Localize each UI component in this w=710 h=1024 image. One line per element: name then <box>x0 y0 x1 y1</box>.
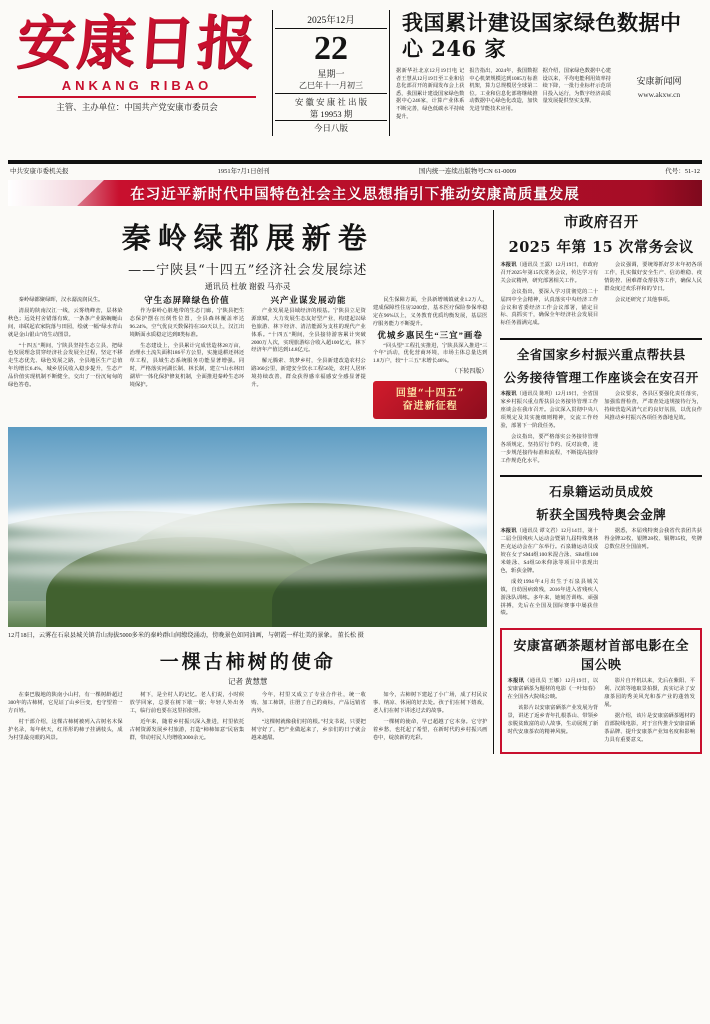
paragraph: “回头望”工程扎实推进，宁陕县深入推进“三个年”活动，优化营商环境，市场主体总量达到1.8万户，较“十三五”末增长46%。 <box>372 342 488 365</box>
masthead-news-columns <box>396 68 702 121</box>
paragraph: “这棵树就像我们村的根。”村支书说，只要把树守好了，把产业做起来了，乡亲们的日子就会越来越甜。 <box>251 718 366 741</box>
photo-caption: 12月18日，云雾在石泉县城关镇青山海拔5000多米的秦岭群山间缭绕涌动，傍晚景色如同油画，与朝霞一样壮美的景象。 董长松 摄 <box>8 632 364 640</box>
paragraph-text: （通讯员 王娜）12月19日，以安康富硒茶为题材的电影《一叶知春》在全国各大院线公映。 <box>507 678 599 701</box>
paragraph: 今年，村里又成立了专业合作社，统一收购、加工柿饼，注册了自己的商标，产品远销省内外。 <box>251 692 366 714</box>
paragraph: 会议指出，要深入学习贯彻党的二十届四中全会精神，认真落实中央经济工作会议和省委经济工作会议部署，锚定目标、真抓实干，确保全年经济社会发展目标任务圆满完成。 <box>500 288 599 327</box>
lead-col-1 <box>8 297 123 419</box>
mountain-photo <box>8 427 487 627</box>
meta-right-cn: 国内统一连续出版物号CN 61-0009 <box>418 168 517 175</box>
block1-columns <box>500 262 702 331</box>
block2-title-line1: 全省国家乡村振兴重点帮扶县 <box>516 347 686 363</box>
paragraph: 该影片以安康富硒茶产业发展为背景，讲述了返乡青年扎根茶山、带领乡亲脱贫致富的动人故事，生动展现了新时代安康茶农的精神风貌。 <box>507 705 599 735</box>
lead-col-3 <box>251 297 366 419</box>
logo-divider <box>18 96 256 98</box>
paragraph-text: （通讯员 王露）12月19日，市政府召开2025年第15次常务会议，传达学习有关会议精神，研究部署相关工作。 <box>500 262 599 284</box>
red-banner <box>8 180 702 206</box>
paragraph: 产业发展是县域经济的根基。宁陕县立足资源禀赋，大力发展生态友好型产业，构建起以绿色旅游、林下经济、清洁能源为支柱的现代产业体系。“十四五”期间，全县接待游客累计突破2000万人次，实现旅游综合收入超100亿元，林下经济年产值达到14.8亿元。 <box>251 307 366 354</box>
paragraph: 会议要求，各县区要强化责任落实，加强监督检查，严肃查处违规接待行为，持续营造风清气正的良好氛围，以优良作风推动乡村振兴各项任务落地见效。 <box>604 391 702 421</box>
paragraph: 秦岭绿都聚绿晖，汉水潺流润民生。 <box>18 297 104 303</box>
masthead-logo-area <box>8 6 266 113</box>
paragraph: 据悉，本届残特奥会我省代表团共获得金牌32枚、银牌28枚、铜牌35枚，奖牌总数位居全国前列。 <box>604 528 702 551</box>
block1-col-2 <box>604 262 702 331</box>
meta-center: 1951年7月1日创刊 <box>217 168 270 175</box>
stamp-line-1: 回望“十四五” <box>395 388 465 400</box>
article2-col-2 <box>130 692 245 745</box>
section-heading: 守生态屏障绿色价值 <box>144 295 230 305</box>
masthead-news-col-2: 报告指出，2024年，我国数据中心机架规模达到1085万标准机架，算力总规模居全球第二位。工业和信息化部将继续推动数据中心绿色化改造，加快先进节能技术应用。 <box>469 68 538 112</box>
masthead-news-col-1: 据新华社北京12月19日电 记者王慧从12月19日至工业和信息化部召开的新闻发布会上获悉，我国累计建设国家绿色数据中心246家，计算产业体系不断完善，绿色低碳水平持续提升。 <box>396 68 465 120</box>
photo-cloud-band-2 <box>8 531 487 557</box>
masthead-meta <box>8 164 702 177</box>
block3-col-1 <box>500 528 598 621</box>
paragraph: 解元腾索、筑梦乡村，全县新建改造农村公路360公里，新建安全饮水工程56处，农村人居环境持续改善，群众获得感幸福感安全感显著提升。 <box>251 358 366 389</box>
redbox-col-2 <box>604 678 695 747</box>
paragraph: 清晨的陕南汉江一线，云雾绕峰峦，层林染秋色；远处村舍错落有致，一条条产业路蜿蜒山间，串联起农家院落与田园，绘就一幅“绿水青山就是金山银山”的生动图景。 <box>8 307 123 338</box>
block3-columns <box>500 528 702 621</box>
paragraph <box>500 528 598 575</box>
paragraph: “十四五”期间，宁陕县坚持生态立县，把绿色发展理念贯穿经济社会发展全过程，坚定不移走生态优先、绿色发展之路，全县地区生产总值年均增长6.4%，城乡居民收入稳步提升，生态产品价值实现机制不断健全，交出了一份沉甸甸的绿色答卷。 <box>8 342 123 389</box>
paragraph: 会议指出，要严格落实公务接待管理各项规定，坚持厉行节约、反对浪费，进一步规范接待标准和流程，不断提高接待工作规范化水平。 <box>500 433 599 464</box>
publisher-name: 安 徽 安 康 社 出 版 <box>294 97 368 107</box>
photo-block <box>8 427 487 639</box>
redbox-title: 安康富硒茶题材首部电影在全国公映 <box>513 639 689 674</box>
paragraph: 在秦巴腹地的陕南小山村，有一棵树龄超过300年的古柿树，它见证了山乡巨变，也守望着一方百姓。 <box>8 692 123 714</box>
masthead <box>8 6 702 158</box>
page-body <box>8 210 702 754</box>
redbox-columns <box>507 678 695 747</box>
block3-col-2 <box>604 528 702 621</box>
date-weekday: 星期一 <box>317 69 345 79</box>
paragraph <box>507 678 598 702</box>
paragraph: 成姣1994年4月出生于石泉县城关镇，自幼因病致残，2016年进入省残疾人游泳队训练。多年来，她刻苦训练、顽强拼搏，先后在全国及国际赛事中屡获佳绩。 <box>500 578 599 617</box>
featured-redbox <box>500 628 702 753</box>
paragraph: 民生保障方面，全县新增城镇就业1.2万人，建成保障性住房3200套，基本医疗保险参保率稳定在96%以上，义务教育优质均衡发展，基层医疗服务能力不断提升。 <box>372 297 488 327</box>
article-source: 本报讯 <box>500 262 517 268</box>
masthead-headline: 我国累计建设国家绿色数据中心 246 家 <box>402 10 682 61</box>
paragraph <box>500 262 598 286</box>
paragraph: 村干部介绍，这棵古柿树被列入古树名木保护名录，每年秋天，红彤彤的柿子挂满枝头，成为村里最亮眼的风景。 <box>8 718 123 741</box>
date-day: 22 <box>314 30 348 67</box>
article2-col-1 <box>8 692 123 745</box>
page-count: 今日八版 <box>275 120 387 134</box>
lead-article-subtitle: ——宁陕县“十四五”经济社会发展综述 <box>128 263 368 278</box>
article2-byline: 记者 黄慧慧 <box>228 677 268 687</box>
paragraph: 作为秦岭心脏地带的生态门廊，宁陕县把生态保护摆在压倒性位置，全县森林覆盖率达96.24%，空气优良天数保持在350天以上，汉江出境断面水质稳定达到Ⅱ类标准。 <box>129 307 245 338</box>
redbox-col-1 <box>507 678 598 747</box>
agency-website[interactable]: www.akxw.cn <box>637 90 681 99</box>
block1-title-line2: 2025 年第 15 次常务会议 <box>508 239 694 256</box>
paragraph: 一棵树的使命，早已超越了它本身。它守护着乡愁，也托起了希望，在新时代的乡村振兴画卷中，绽放新的光彩。 <box>372 718 488 741</box>
paragraph: 会议强调，要统筹抓好岁末年初各项工作，扎实做好安全生产、信访维稳、疫情防控、困难群众帮扶等工作，确保人民群众度过欢乐祥和的节日。 <box>604 262 702 292</box>
meta-right-code: 代号：51-12 <box>665 168 700 175</box>
sponsor-line: 主管、主办单位：中国共产党安康市委员会 <box>56 102 218 112</box>
block2-col-2 <box>604 391 702 468</box>
continuation-note: （下转四版） <box>451 369 488 376</box>
section-heading: 兴产业谋发展动能 <box>270 295 347 305</box>
campaign-stamp <box>373 381 488 419</box>
masthead-news-col-3: 据介绍，国家绿色数据中心建设以来，平均电能利用效率持续下降，一批行业标杆示范项目投入运行，为数字经济高质量发展提供坚实支撑。 <box>542 68 611 105</box>
block3-title-line2: 斩获全国残特奥会金牌 <box>536 507 667 523</box>
paragraph: 生态建设上，全县累计完成营造林28万亩，治理水土流失面积186平方公里，实施退耕还林还草工程，县域生态系统服务功能显著增强。同时，严格落实河湖长制、林长制，建立“山水林田湖草”一体化保护修复机制，全面推进秦岭生态环境保护。 <box>129 342 245 389</box>
section-heading: 优城乡惠民生“三宜”画卷 <box>377 329 483 340</box>
article-source: 本报讯 <box>507 678 525 685</box>
banner-text: 在习近平新时代中国特色社会主义思想指引下推动安康高质量发展 <box>130 185 580 203</box>
paragraph <box>500 391 598 431</box>
photo-cloud-band-3 <box>8 559 487 581</box>
newspaper-logo-pinyin: ANKANG RIBAO <box>61 78 213 93</box>
paragraph: 树下，是全村人的记忆。老人们说，小时候放学回家，总要在树下歇一歇；年轻人外出务工，临行前也要在这里拍张照。 <box>129 692 245 714</box>
article2-col-3 <box>251 692 366 745</box>
article2-col-4 <box>373 692 488 745</box>
lead-article-columns <box>8 297 487 419</box>
block1-col-1 <box>500 262 598 331</box>
agency-block <box>616 68 702 121</box>
article2-columns <box>8 692 487 745</box>
paragraph: 近年来，随着乡村振兴深入推进，村里依托古树资源发展乡村旅游，打造“柿柿如意”民宿集群，带动村民人均增收3000余元。 <box>129 718 245 741</box>
block1-title-line1: 市政府召开 <box>563 214 639 231</box>
section-divider-2 <box>500 475 702 477</box>
article-source: 本报讯 <box>500 391 517 398</box>
paragraph: 会议还研究了其他事项。 <box>614 296 674 303</box>
right-column <box>494 210 702 754</box>
agency-name: 安康新闻网 <box>636 76 682 86</box>
date-year-month: 2025年12月 <box>275 12 387 29</box>
meta-left: 中共安康市委机关报 <box>10 168 69 175</box>
lead-col-2 <box>130 297 245 419</box>
block3-title-line1: 石泉籍运动员成姣 <box>549 484 654 500</box>
lead-article-byline: 通讯员 杜敏 谢毅 马亦灵 <box>204 282 291 291</box>
paragraph-text: （通讯员 谭文君）12月14日，第十二届全国残疾人运动会暨第九届特殊奥林匹克运动会在广东举行。石泉籍运动员成姣在女子SM4组100米混合泳、SB4组100米蛙泳、S4组50米仰泳等项目中表现出色，斩获金牌。 <box>500 528 599 574</box>
block2-col-1 <box>500 391 598 468</box>
section-divider-1 <box>500 338 702 340</box>
block2-title-line2: 公务接待管理工作座谈会在安召开 <box>503 370 699 386</box>
article2-title: 一棵古柿树的使命 <box>159 651 336 674</box>
article-source: 本报讯 <box>500 528 517 535</box>
masthead-lead-news <box>396 6 702 121</box>
newspaper-logo: 安康日报 <box>14 9 260 77</box>
paragraph: 据介绍，该片是安康富硒茶题材的首部院线电影，对于宣传推介安康富硒茶品牌、提升安康茶产业知名度和影响力具有重要意义。 <box>604 713 695 743</box>
block2-columns <box>500 391 702 468</box>
paragraph-text: （通讯员 陈明）12月19日，全省国家乡村振兴重点帮扶县公务接待管理工作座谈会在我市召开。会议深入贯彻中央八项规定及其实施细则精神，交流工作经验，部署下一阶段任务。 <box>500 391 599 429</box>
lead-col-4 <box>373 297 488 419</box>
lead-article-title: 秦岭绿都展新卷 <box>121 221 374 255</box>
date-lunar: 乙巳年十一月初三 <box>275 80 387 94</box>
paragraph: 影片自开机以来，先后在紫阳、平利、汉滨等地取景拍摄，真实记录了安康茶园的秀美风光和茶产业的蓬勃发展。 <box>604 678 695 709</box>
issue-number: 第 19953 期 <box>309 109 353 119</box>
stamp-line-2: 奋进新征程 <box>402 401 458 413</box>
left-column <box>8 210 494 754</box>
publication-date-box <box>272 10 390 136</box>
paragraph: 如今，古柿树下建起了小广场，成了村民议事、纳凉、休闲的好去处。孩子们在树下嬉戏，老人们在树下讲述过去的故事。 <box>372 692 488 714</box>
